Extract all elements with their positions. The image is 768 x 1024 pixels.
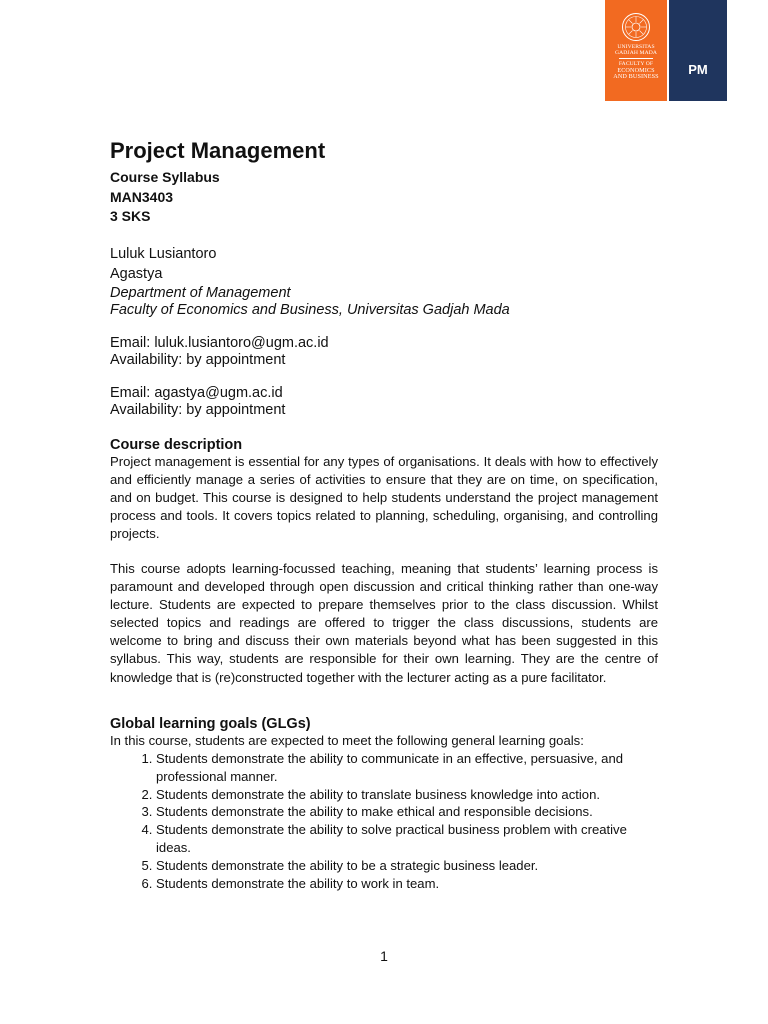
page-number: 1 <box>380 948 388 964</box>
logo-line: GADJAH MADA <box>615 50 657 57</box>
list-item: 4. Students demonstrate the ability to solve practical business problem with creative ideas. <box>156 821 658 857</box>
contact-block-1 <box>110 335 329 369</box>
goals-list <box>110 750 658 892</box>
contact-block-2 <box>110 385 285 419</box>
ugm-seal-icon <box>621 12 651 42</box>
logo-line: UNIVERSITAS <box>617 44 655 50</box>
logo-line: AND BUSINESS <box>613 72 659 80</box>
course-code-badge <box>669 0 727 101</box>
lecturer-name: Luluk Lusiantoro <box>110 246 217 262</box>
logo-line: FACULTY OF <box>618 61 654 68</box>
contact-email: Email: luluk.lusiantoro@ugm.ac.id <box>110 335 329 351</box>
list-item: 3. Students demonstrate the ability to make ethical and responsible decisions. <box>156 803 658 821</box>
description-paragraph: This course adopts learning-focussed teaching, meaning that students’ learning process is paramount and developed through open discussion and critical thinking rather than one-way lecture. Students are expected to prepare themselves prior to the class discussion. Whilst selected topics and readings are offered to trigger the class discussions, students are welcome to bring and discuss their own materials beyond what has been suggested in this syllabus. This way, students are responsible for their own learning. They are the centre of knowledge that is (re)constructed together with the lecturer acting as a pure facilitator. <box>110 561 658 685</box>
department-name: Department of Management <box>110 285 291 301</box>
contact-availability: Availability: by appointment <box>110 402 286 418</box>
list-item: 2. Students demonstrate the ability to translate business knowledge into action. <box>156 786 658 804</box>
section-heading: Course description <box>110 437 243 453</box>
learning-goals-section <box>110 716 658 892</box>
faculty-logo-text <box>607 44 665 80</box>
course-credits: 3 SKS <box>110 208 151 224</box>
course-meta <box>110 168 220 227</box>
lecturer-name: Agastya <box>110 265 163 282</box>
page-title: Project Management <box>110 138 326 163</box>
list-item: 5. Students demonstrate the ability to be a strategic business leader. <box>156 857 658 875</box>
faculty-name: Faculty of Economics and Business, Universitas Gadjah Mada <box>110 302 510 318</box>
ugm-logo-badge <box>605 0 667 101</box>
list-item: 6. Students demonstrate the ability to work in team. <box>156 875 658 893</box>
logo-line: ECONOMICS <box>617 66 655 74</box>
course-code-abbrev: PM <box>688 62 708 77</box>
teaching-approach-section <box>110 560 658 687</box>
contact-availability: Availability: by appointment <box>110 352 286 368</box>
list-item: 1. Students demonstrate the ability to communicate in an effective, persuasive, and professional manner. <box>156 750 658 786</box>
section-heading: Global learning goals (GLGs) <box>110 716 311 732</box>
course-subtitle: Course Syllabus <box>110 169 220 185</box>
lecturer-block <box>110 246 510 319</box>
description-paragraph: Project management is essential for any types of organisations. It deals with how to effectively and efficiently manage a series of activities to ensure that they are on time, on specification, and on budget. This course is designed to help students understand the project management process and tools. It covers topics related to planning, scheduling, organising, and controlling projects. <box>110 454 658 542</box>
goals-intro: In this course, students are expected to meet the following general learning goals: <box>110 733 584 748</box>
logo-divider <box>619 58 653 59</box>
course-code: MAN3403 <box>110 188 174 205</box>
course-description-section <box>110 437 658 543</box>
contact-email: Email: agastya@ugm.ac.id <box>110 385 283 401</box>
